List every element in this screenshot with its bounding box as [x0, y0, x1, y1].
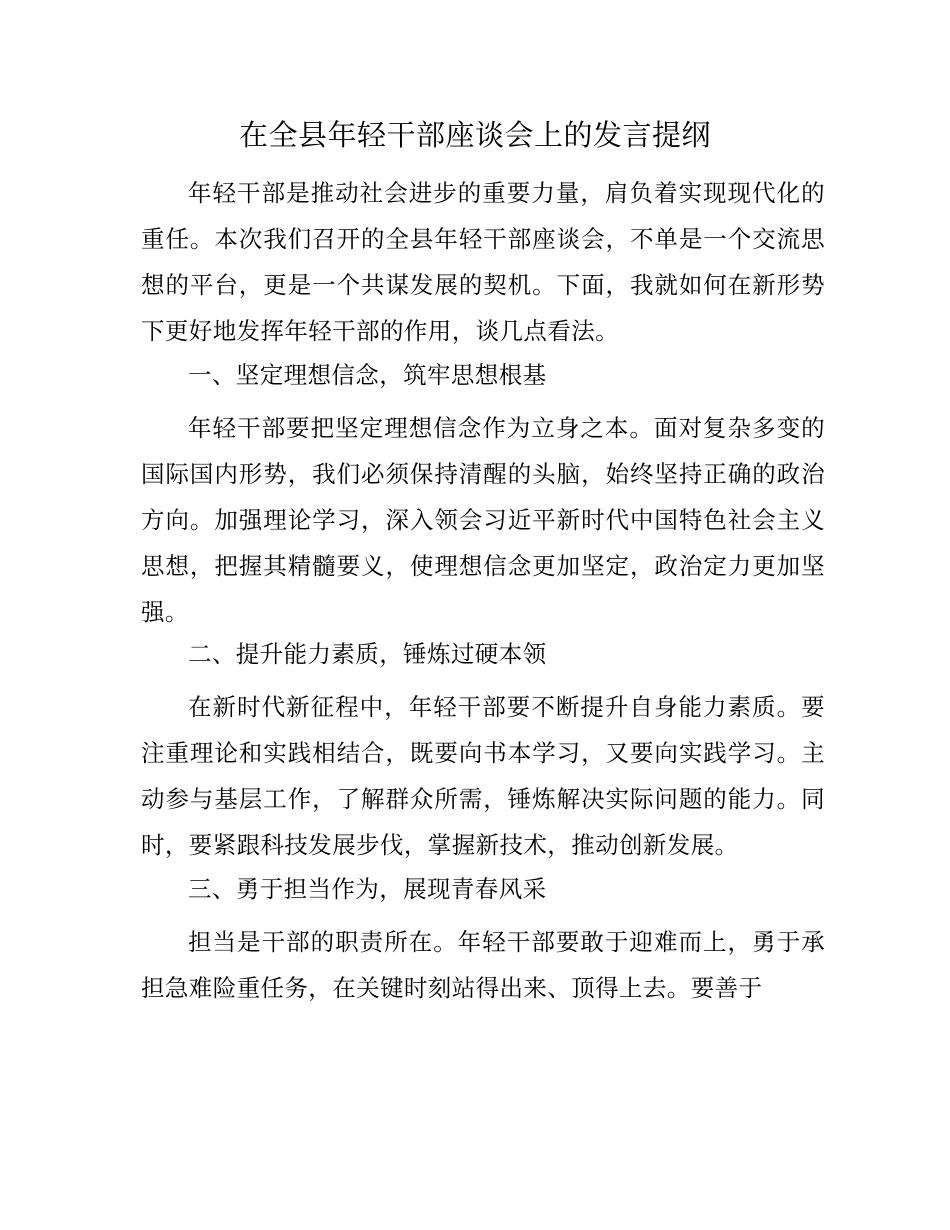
section-2-heading: 二、提升能力素质，锤炼过硬本领	[188, 640, 547, 668]
section-1-heading: 一、坚定理想信念，筑牢思想根基	[188, 361, 547, 389]
section-2-paragraph: 在新时代新征程中，年轻干部要不断提升自身能力素质。要注重理论和实践相结合，既要向书本学习，又要向实践学习。主动参与基层工作，了解群众所需，锤炼解决实际问题的能力。同时，要紧跟科技发展步伐，掌握新技术，推动创新发展。	[141, 693, 825, 859]
section-3-heading: 三、勇于担当作为，展现青春风采	[188, 875, 547, 903]
intro-paragraph: 年轻干部是推动社会进步的重要力量，肩负着实现现代化的重任。本次我们召开的全县年轻干部座谈会，不单是一个交流思想的平台，更是一个共谋发展的契机。下面，我就如何在新形势下更好地发挥年轻干部的作用，谈几点看法。	[141, 179, 825, 345]
document-title: 在全县年轻干部座谈会上的发言提纲	[238, 118, 711, 152]
section-3-paragraph: 担当是干部的职责所在。年轻干部要敢于迎难而上，勇于承担急难险重任务，在关键时刻站得出来、顶得上去。要善于	[141, 928, 825, 1002]
section-1-paragraph: 年轻干部要把坚定理想信念作为立身之本。面对复杂多变的国际国内形势，我们必须保持清醒的头脑，始终坚持正确的政治方向。加强理论学习，深入领会习近平新时代中国特色社会主义思想，把握其精髓要义，使理想信念更加坚定，政治定力更加坚强。	[141, 414, 825, 626]
